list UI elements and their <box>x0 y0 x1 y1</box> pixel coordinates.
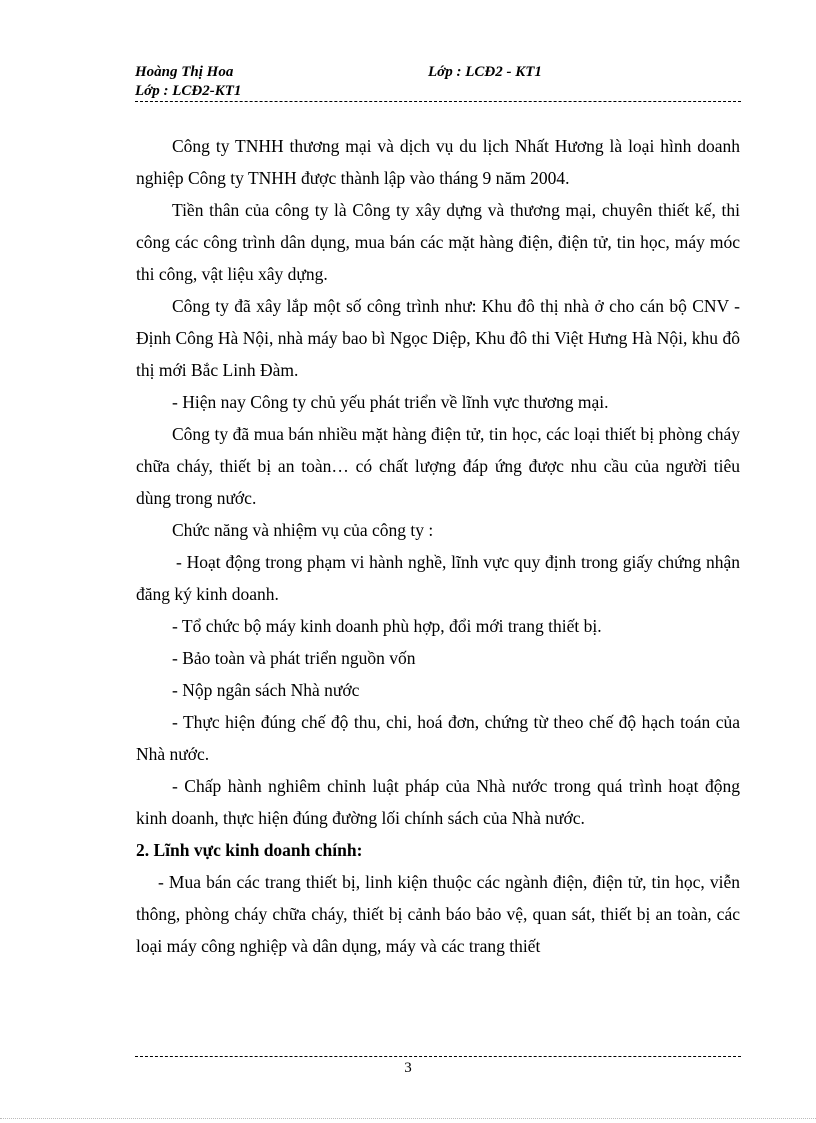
list-item-budget: - Nộp ngân sách Nhà nước <box>172 680 360 700</box>
paragraph-business-lines: - Mua bán các trang thiết bị, linh kiện thuộc các ngành điện, điện tử, tin học, viễn thông, phòng cháy chữa cháy, thiết bị cảnh báo bảo vệ, quan sát, thiết bị an toàn, các loại máy công nghiệp và dân dụng, máy và các trang thiết <box>136 872 740 956</box>
paragraph-company-intro: Công ty TNHH thương mại và dịch vụ du lịch Nhất Hương là loại hình doanh nghiệp Công ty TNHH được thành lập vào tháng 9 năm 2004. <box>136 136 740 188</box>
class-label-left: Lớp : LCĐ2-KT1 <box>135 83 242 99</box>
paragraph-company-history: Tiền thân của công ty là Công ty xây dựng và thương mại, chuyên thiết kế, thi công các công trình dân dụng, mua bán các mặt hàng điện, điện tử, tin học, máy móc thi công, vật liệu xây dựng. <box>136 200 740 284</box>
list-item-accounting: - Thực hiện đúng chế độ thu, chi, hoá đơn, chứng từ theo chế độ hạch toán của Nhà nước. <box>136 712 740 764</box>
list-item-law: - Chấp hành nghiêm chỉnh luật pháp của Nhà nước trong quá trình hoạt động kinh doanh, thực hiện đúng đường lối chính sách của Nhà nước. <box>136 776 740 828</box>
list-item-capital: - Bảo toàn và phát triển nguồn vốn <box>172 648 416 668</box>
section-heading: 2. Lĩnh vực kinh doanh chính: <box>136 840 363 860</box>
paragraph-current-focus: - Hiện nay Công ty chủ yếu phát triển về lĩnh vực thương mại. <box>172 392 609 412</box>
header-divider <box>135 101 741 102</box>
page-header <box>135 61 745 105</box>
page-number: 3 <box>404 1060 412 1076</box>
class-label-right: Lớp : LCĐ2 - KT1 <box>428 64 542 80</box>
list-item-scope: - Hoạt động trong phạm vi hành nghề, lĩnh vực quy định trong giấy chứng nhận đăng ký kinh doanh. <box>136 552 740 604</box>
paragraph-products: Công ty đã mua bán nhiều mặt hàng điện tử, tin học, các loại thiết bị phòng cháy chữa cháy, thiết bị an toàn… có chất lượng đáp ứng được nhu cầu của người tiêu dùng trong nước. <box>136 424 740 508</box>
page-edge-line <box>0 1118 816 1119</box>
author-name: Hoàng Thị Hoa <box>135 64 234 80</box>
list-item-organization: - Tổ chức bộ máy kinh doanh phù hợp, đổi mới trang thiết bị. <box>172 616 602 636</box>
paragraph-projects: Công ty đã xây lắp một số công trình như: Khu đô thị nhà ở cho cán bộ CNV - Định Công Hà Nội, nhà máy bao bì Ngọc Diệp, Khu đô thi Việt Hưng Hà Nội, khu đô thị mới Bắc Linh Đàm. <box>136 296 740 380</box>
document-body <box>136 130 740 962</box>
footer-divider <box>135 1056 741 1057</box>
paragraph-functions-title: Chức năng và nhiệm vụ của công ty : <box>172 520 434 540</box>
